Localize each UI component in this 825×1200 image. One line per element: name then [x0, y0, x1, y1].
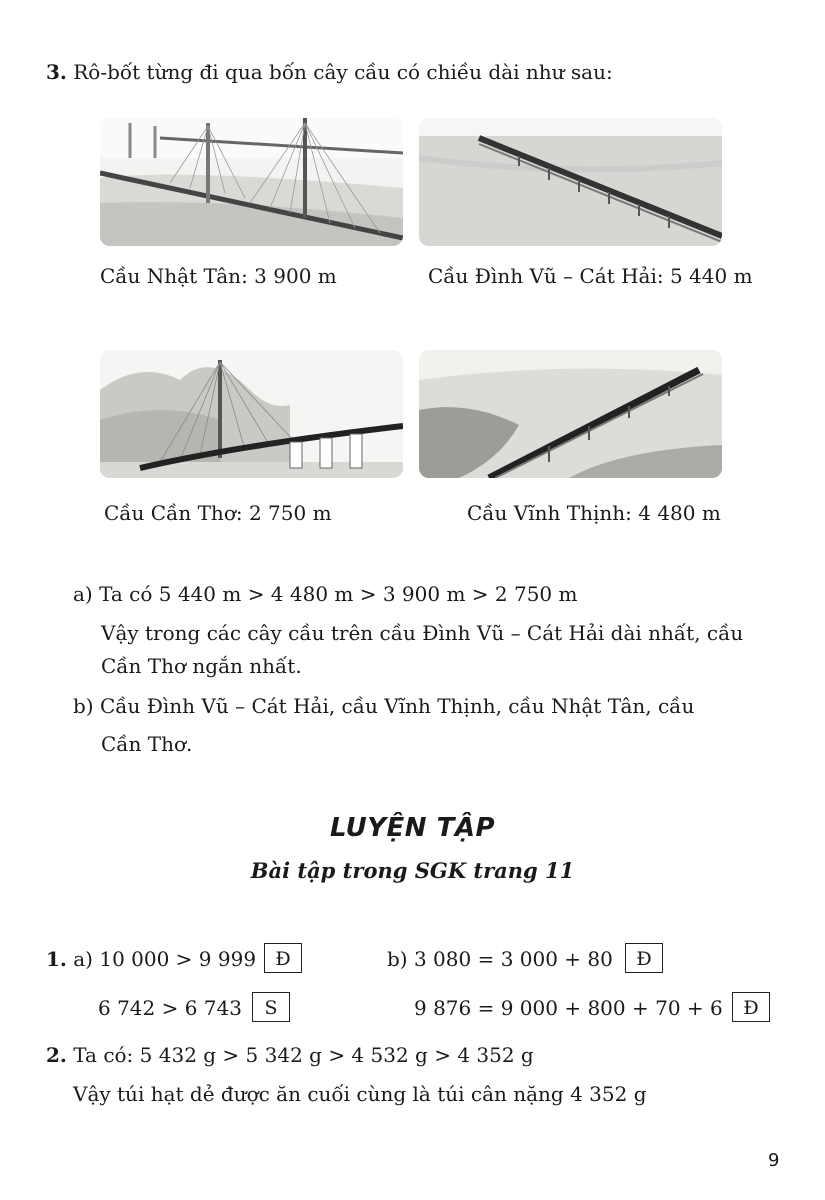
bridge-caption-dinh-vu-cat-hai: Cầu Đình Vũ – Cát Hải: 5 440 m	[428, 264, 753, 288]
practice-1-b1-expression: 3 080 = 3 000 + 80	[413, 947, 613, 971]
practice-2-line1	[46, 1041, 534, 1069]
answer-a-conclusion-line2: Cần Thơ ngắn nhất.	[101, 654, 302, 678]
practice-2-comparison: Ta có: 5 432 g > 5 342 g > 4 532 g > 4 352 g	[73, 1043, 534, 1067]
answer-a-conclusion-line1: Vậy trong các cây cầu trên cầu Đình Vũ – Cát Hải dài nhất, cầu	[101, 621, 744, 645]
practice-1-row-a1	[46, 945, 256, 973]
bridge-caption-can-tho: Cầu Cần Thơ: 2 750 m	[104, 501, 332, 525]
practice-2-number: 2.	[46, 1043, 67, 1067]
exercise-number: 3.	[46, 60, 67, 84]
answer-b-line1: b) Cầu Đình Vũ – Cát Hải, cầu Vĩnh Thịnh, cầu Nhật Tân, cầu	[73, 694, 695, 718]
practice-1-number: 1.	[46, 947, 67, 971]
bridge-caption-vinh-thinh: Cầu Vĩnh Thịnh: 4 480 m	[467, 501, 721, 525]
practice-1-a-label: a)	[73, 947, 93, 971]
exercise-prompt-text: Rô-bốt từng đi qua bốn cây cầu có chiều dài như sau:	[73, 60, 613, 84]
section-subtitle: Bài tập trong SGK trang 11	[250, 858, 575, 883]
practice-1-b-label: b)	[387, 947, 408, 971]
bridge-caption-nhat-tan: Cầu Nhật Tân: 3 900 m	[100, 264, 337, 288]
bridge-photo-vinh-thinh	[419, 350, 722, 478]
practice-1-b2-answer-box: Đ	[732, 992, 770, 1022]
page-number: 9	[768, 1150, 780, 1171]
bridge-photo-nhat-tan	[100, 118, 403, 246]
exercise-3-prompt	[46, 58, 613, 86]
section-title: LUYỆN TẬP	[329, 813, 496, 843]
practice-1-b1-answer-box: Đ	[625, 943, 663, 973]
practice-1-a2-expression: 6 742 > 6 743	[98, 996, 242, 1020]
practice-1-a2-answer-box: S	[252, 992, 290, 1022]
practice-1-row-b1	[387, 945, 613, 973]
practice-2-conclusion: Vậy túi hạt dẻ được ăn cuối cùng là túi cân nặng 4 352 g	[73, 1082, 647, 1106]
practice-1-a1-expression: 10 000 > 9 999	[99, 947, 257, 971]
answer-b-line2: Cần Thơ.	[101, 732, 193, 756]
practice-1-a1-answer-box: Đ	[264, 943, 302, 973]
bridge-photo-dinh-vu-cat-hai	[419, 118, 722, 246]
bridge-photo-can-tho	[100, 350, 403, 478]
answer-a-comparison: a) Ta có 5 440 m > 4 480 m > 3 900 m > 2 750 m	[73, 582, 578, 606]
practice-1-b2-expression: 9 876 = 9 000 + 800 + 70 + 6	[414, 996, 723, 1020]
